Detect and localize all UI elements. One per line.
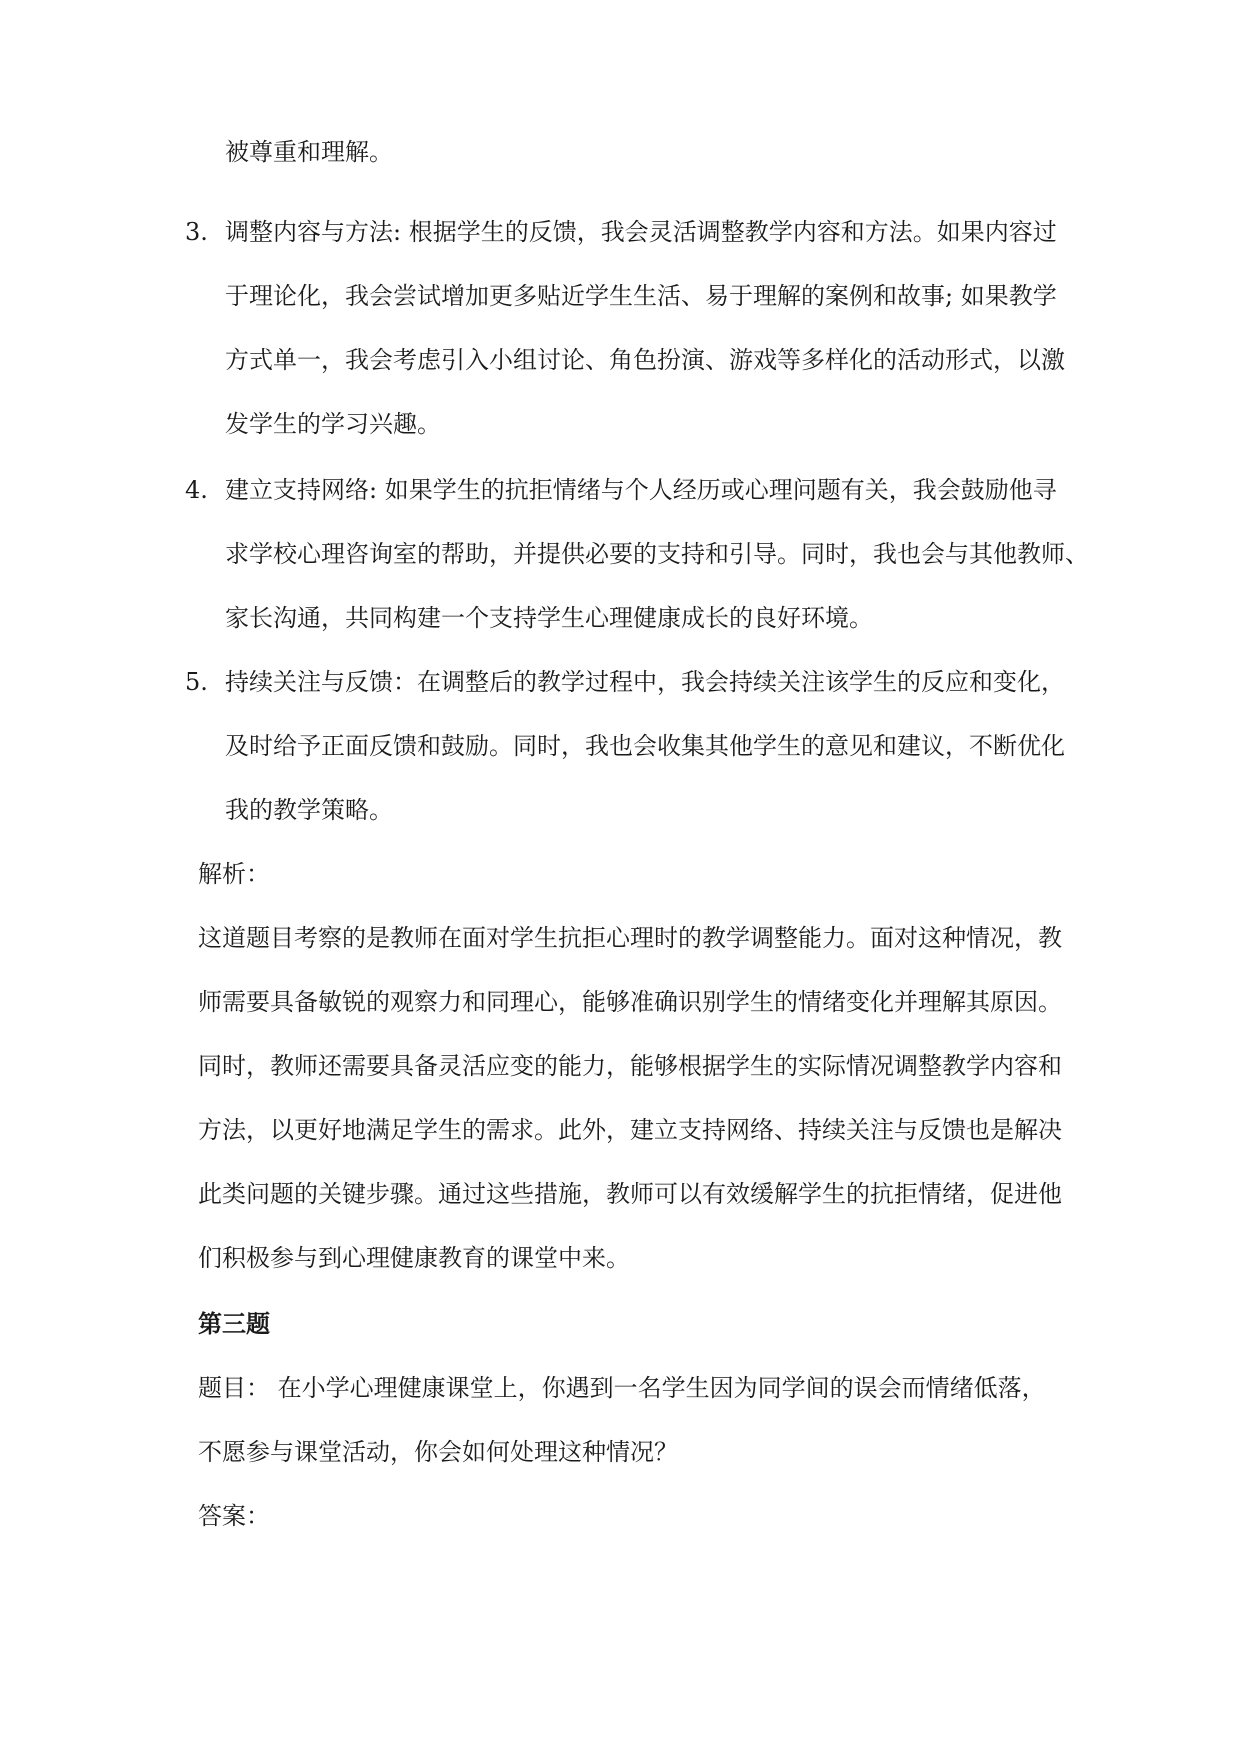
list-item-3-line-1: 调整内容与方法: 根据学生的反馈，我会灵活调整教学内容和方法。如果内容过	[225, 218, 1057, 246]
list-item-3-line-2: 于理论化，我会尝试增加更多贴近学生生活、易于理解的案例和故事; 如果教学	[225, 282, 1057, 310]
analysis-line-3: 同时，教师还需要具备灵活应变的能力，能够根据学生的实际情况调整教学内容和	[198, 1052, 1062, 1080]
list-item-4-line-3: 家长沟通，共同构建一个支持学生心理健康成长的良好环境。	[225, 604, 873, 632]
list-item-5-line-3: 我的教学策略。	[225, 796, 393, 824]
analysis-line-2: 师需要具备敏锐的观察力和同理心，能够准确识别学生的情绪变化并理解其原因。	[198, 988, 1062, 1016]
list-item-4-line-2: 求学校心理咨询室的帮助，并提供必要的支持和引导。同时，我也会与其他教师、	[225, 540, 1089, 568]
question-3-heading: 第三题	[198, 1309, 270, 1338]
answer-label: 答案：	[198, 1502, 270, 1530]
list-item-4-number: 4.	[185, 476, 208, 504]
list-item-5-line-2: 及时给予正面反馈和鼓励。同时，我也会收集其他学生的意见和建议，不断优化	[225, 732, 1065, 760]
analysis-line-5: 此类问题的关键步骤。通过这些措施，教师可以有效缓解学生的抗拒情绪，促进他	[198, 1180, 1062, 1208]
list-item-4-line-1: 建立支持网络: 如果学生的抗拒情绪与个人经历或心理问题有关，我会鼓励他寻	[225, 476, 1057, 504]
analysis-line-4: 方法，以更好地满足学生的需求。此外，建立支持网络、持续关注与反馈也是解决	[198, 1116, 1062, 1144]
analysis-line-6: 们积极参与到心理健康教育的课堂中来。	[198, 1244, 630, 1272]
list-item-3-number: 3.	[185, 218, 208, 246]
analysis-label: 解析：	[198, 860, 270, 888]
analysis-line-1: 这道题目考察的是教师在面对学生抗拒心理时的教学调整能力。面对这种情况，教	[198, 924, 1062, 952]
list-item-2-continuation: 被尊重和理解。	[225, 138, 393, 166]
list-item-3-line-4: 发学生的学习兴趣。	[225, 410, 441, 438]
list-item-5-number: 5.	[185, 668, 208, 696]
list-item-3-line-3: 方式单一，我会考虑引入小组讨论、角色扮演、游戏等多样化的活动形式，以激	[225, 346, 1065, 374]
question-3-line-1: 题目： 在小学心理健康课堂上，你遇到一名学生因为同学间的误会而情绪低落，	[198, 1374, 1046, 1402]
list-item-5-line-1: 持续关注与反馈：在调整后的教学过程中，我会持续关注该学生的反应和变化，	[225, 668, 1065, 696]
question-3-line-2: 不愿参与课堂活动，你会如何处理这种情况？	[198, 1438, 678, 1466]
